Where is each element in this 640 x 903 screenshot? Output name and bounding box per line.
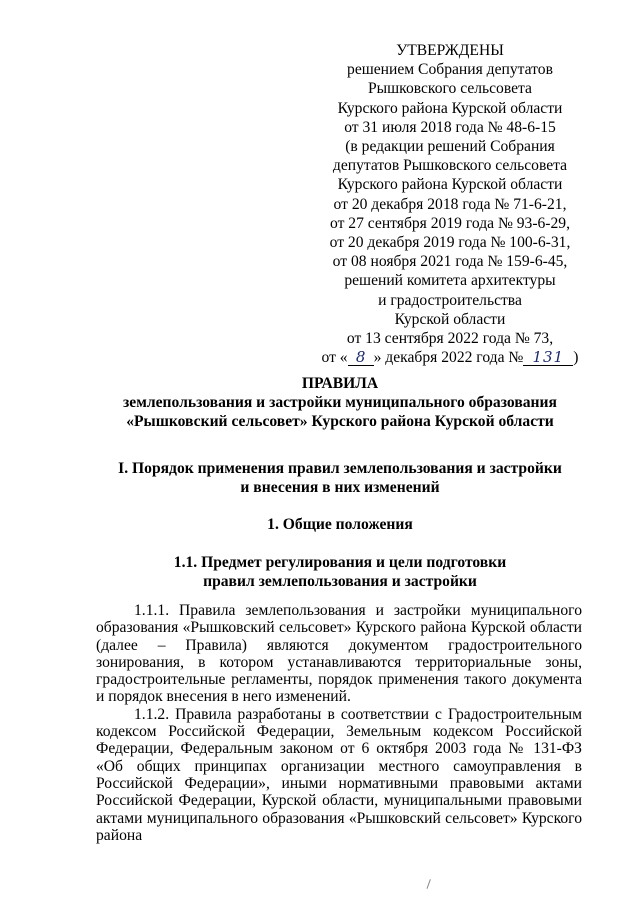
scan-mark (427, 879, 437, 891)
section-heading-line: I. Порядок применения правил землепользования и застройки (118, 460, 562, 477)
approval-line: решением Собрания депутатов (347, 61, 553, 79)
approval-line: от 31 июля 2018 года № 48-6-15 (344, 118, 556, 136)
title-line: землепользования и застройки муниципального образования (123, 394, 557, 411)
section-heading (70, 459, 610, 497)
body-text (96, 602, 582, 844)
approval-line: решений комитета архитектуры (344, 272, 556, 290)
subsubsection-heading (70, 553, 610, 591)
section-heading-line: и внесения в них изменений (240, 479, 440, 496)
approval-last-middle: » декабря 2022 года № (373, 349, 524, 367)
approval-line: Курского района Курской области (337, 99, 563, 117)
paragraph: 1.1.1. Правила землепользования и застройки муниципального образования «Рышковский сельсовет» Курского района Курской области (далее – Правила) являются документом градостроительного зонирования, в котором устанавливаются территориальные зоны, градостроительные регламенты, порядок применения такого документа и порядок внесения в него изменений. (96, 602, 582, 706)
approval-line: Курской области (394, 310, 506, 328)
paragraph: 1.1.2. Правила разработаны в соответствии с Градостроительным кодексом Российской Федерации, Земельным кодексом Российской Федерации, Федеральным законом от 6 октября 2003 года № 131-ФЗ «Об общих принципах организации местного самоуправления в Российской Федерации», иными нормативными правовыми актами Российской Федерации, Курской области, муниципальными правовыми актами муниципального образования «Рышковский сельсовет» Курского района (96, 705, 582, 844)
approval-line: депутатов Рышковского сельсовета (332, 157, 568, 175)
approval-line: (в редакции решений Собрания (345, 138, 555, 156)
approval-line: Курского района Курской области (337, 176, 563, 194)
title-line: ПРАВИЛА (301, 375, 379, 392)
subsubsection-heading-line: 1.1. Предмет регулирования и цели подготовки (173, 554, 507, 571)
approval-last-prefix: от « (321, 349, 348, 367)
handwritten-number: 131 (523, 349, 573, 366)
approval-last-suffix: ) (573, 349, 579, 367)
approval-last-line (300, 348, 600, 367)
approval-line: от 13 сентября 2022 года № 73, (346, 330, 554, 348)
approval-line: от 27 сентября 2019 года № 93-6-29, (330, 214, 570, 232)
approval-line: от 20 декабря 2019 года № 100-6-31, (329, 234, 571, 252)
approval-line: от 08 ноября 2021 года № 159-6-45, (332, 253, 568, 271)
approval-block (300, 41, 600, 367)
approval-line: от 20 декабря 2018 года № 71-6-21, (333, 195, 567, 213)
subsection-heading: 1. Общие положения (267, 516, 413, 533)
approval-line: Рышковского сельсовета (368, 80, 532, 98)
approval-heading: УТВЕРЖДЕНЫ (396, 42, 504, 59)
subsubsection-heading-line: правил землепользования и застройки (203, 573, 477, 590)
approval-line: и градостроительства (378, 291, 522, 309)
title-line: «Рышковский сельсовет» Курского района Курской области (126, 413, 554, 430)
handwritten-day: 8 (348, 349, 374, 366)
document-title (70, 374, 610, 431)
